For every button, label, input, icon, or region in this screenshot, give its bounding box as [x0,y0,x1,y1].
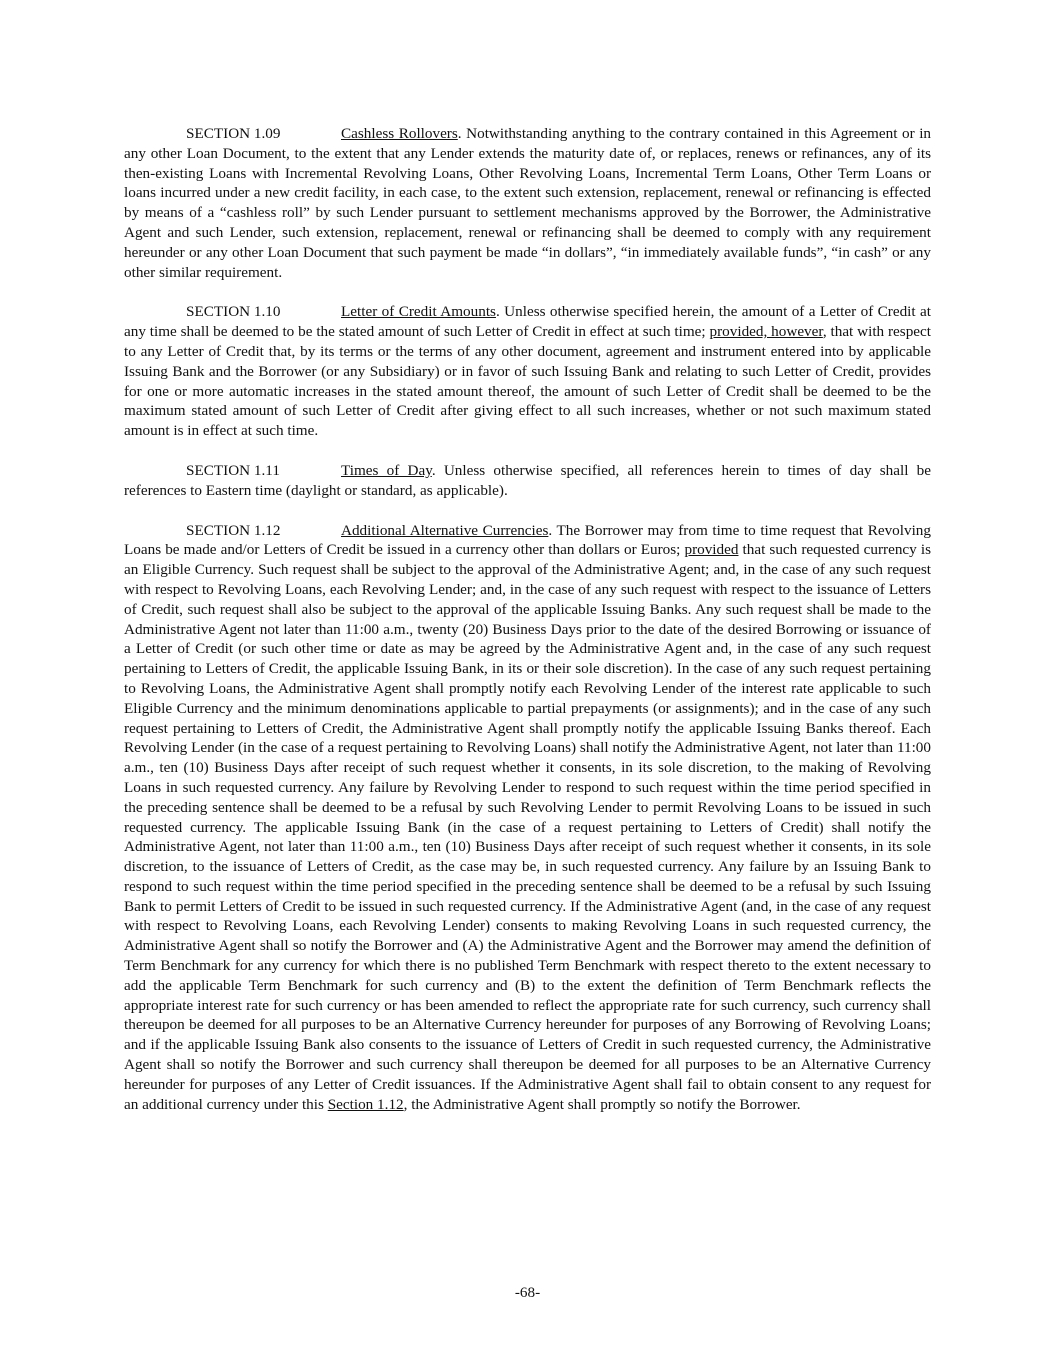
underlined-term: provided, however [709,323,823,341]
section-body: . Unless otherwise specified, all references herein to times of day shall be references to Eastern time (daylight or standard, as applicable). [124,461,931,499]
section-number: SECTION 1.10 [186,303,281,321]
section-body: . Unless otherwise specified herein, the amount of a Letter of Credit at any time shall be deemed to be the stated amount of such Letter of Credit in effect at such time; [124,303,931,341]
section-title: Times of Day [341,461,432,479]
section-title: Additional Alternative Currencies [341,521,549,539]
section-number: SECTION 1.12 [186,521,281,539]
page-number: -68- [514,1284,541,1301]
section-number: SECTION 1.09 [186,125,281,142]
section-1-11 [124,461,931,501]
section-body: that such requested currency is an Eligible Currency. Such request shall be subject to the approval of the Administrative Agent; and, in the case of any such request with respect to Revolving Loans, each Revolving Lender; and, in the case of any such request with respect to the issuance of Letters of Credit, such request shall also be subject to the approval of the applicable Issuing Banks. Any such request shall be made to the Administrative Agent not later than 11:00 a.m., twenty (20) Business Days prior to the date of the desired Borrowing or issuance of a Letter of Credit (or such other time or date as may be agreed by the Administrative Agent and, in the case of any such request pertaining to Letters of Credit, the applicable Issuing Bank, in its or their sole discretion). In the case of any such request pertaining to Revolving Loans, the Administrative Agent shall promptly notify each Revolving Lender of the interest rate applicable to such Eligible Currency and the minimum denominations applicable to partial prepayments (or assignments); and in the case of any such request pertaining to Letters of Credit, the Administrative Agent shall promptly notify the applicable Issuing Banks thereof. Each Revolving Lender (in the case of a request pertaining to Revolving Loans) shall notify the Administrative Agent, not later than 11:00 a.m., ten (10) Business Days after receipt of such request whether it consents, in its sole discretion, to the making of Revolving Loans in such requested currency. Any failure by Revolving Lender to respond to such request within the time period specified in the preceding sentence shall be deemed to be a refusal by such Revolving Lender to permit Revolving Loans to be issued in such requested currency. The applicable Issuing Bank (in the case of a request pertaining to Letters of Credit) shall notify the Administrative Agent, not later than 11:00 a.m., ten (10) Business Days after receipt of such request whether it consents, in its sole discretion, to the issuance of Letters of Credit, as the case may be, in such requested currency. Any failure by an Issuing Bank to respond to such request within the time period specified in the preceding sentence shall be deemed to be a refusal by such Issuing Bank to permit Letters of Credit to be issued in such requested currency. If the Administrative Agent (and, in the case of any request with respect to Revolving Loans, each Revolving Lender) consents to making Revolving Loans in such requested currency, the Administrative Agent shall so notify the Borrower and (A) the Administrative Agent and the Borrower may amend the definition of Term Benchmark for any currency for which there is no published Term Benchmark with respect thereto to the extent necessary to add the applicable Term Benchmark for such currency and (B) to the extent the definition of Term Benchmark reflects the appropriate interest rate for such currency or has been amended to reflect the appropriate rate for such currency, such currency shall thereupon be deemed for all purposes to be an Alternative Currency hereunder for purposes of any Borrowing of Revolving Loans; and if the applicable Issuing Bank also consents to the issuance of Letters of Credit in such requested currency, the Administrative Agent shall so notify the Borrower and such currency shall thereupon be deemed for all purposes to be an Alternative Currency hereunder for purposes of any Letter of Credit issuances. If the Administrative Agent shall fail to obtain consent to any request for an additional currency under this [124,541,931,1113]
document-page [124,124,931,1134]
section-body: . Notwithstanding anything to the contrary contained in this Agreement or in any other Loan Document, to the extent that any Lender extends the maturity date of, or replaces, renews or refinances, any of its then-existing Loans with Incremental Revolving Loans, Other Revolving Loans, Incremental Term Loans, Other Term Loans or loans incurred under a new credit facility, in each case, to the extent such extension, replacement, renewal or refinancing is effected by means of a “cashless roll” by such Lender pursuant to settlement mechanisms approved by the Borrower, the Administrative Agent and such Lender, such extension, replacement, renewal or refinancing shall be deemed to comply with any requirement hereunder or any other Loan Document that such payment be made “in dollars”, “in immediately available funds”, “in cash” or any other similar requirement. [124,125,932,281]
underlined-term: provided [684,541,739,559]
section-1-10 [124,302,931,441]
section-body: , the Administrative Agent shall promptly so notify the Borrower. [403,1095,801,1113]
section-body: . The Borrower may from time to time request that Revolving Loans be made and/or Letters of Credit be issued in a currency other than dollars or Euros; [124,521,931,559]
section-title: Cashless Rollovers [341,125,458,142]
section-cross-reference: Section 1.12 [327,1095,404,1113]
section-title: Letter of Credit Amounts [341,303,496,321]
section-body: , that with respect to any Letter of Credit that, by its terms or the terms of any other document, agreement and instrument entered into by applicable Issuing Bank and the Borrower (or any Subsidiary) or in favor of such Issuing Bank and relating to such Letter of Credit, provides for one or more automatic increases in the stated amount thereof, the amount of such Letter of Credit shall be deemed to be the maximum stated amount of such Letter of Credit after giving effect to all such increases, whether or not such maximum stated amount is in effect at such time. [124,323,931,440]
section-1-12 [124,521,931,1115]
section-1-09 [124,124,931,282]
section-number: SECTION 1.11 [186,461,280,479]
